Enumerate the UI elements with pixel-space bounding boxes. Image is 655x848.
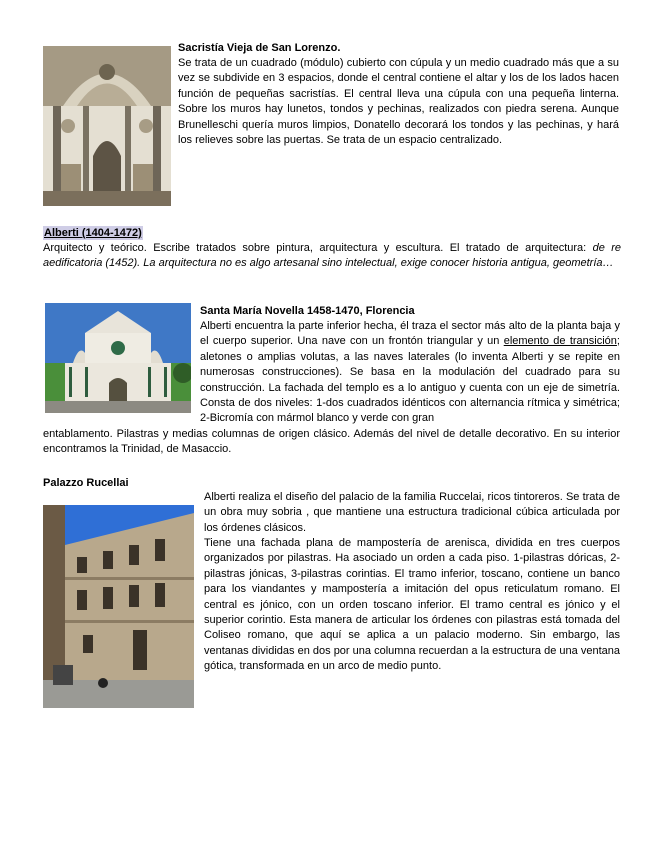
sacristia-title: Sacristía Vieja de San Lorenzo. [178, 42, 341, 54]
novella-body-a: Alberti encuentra la parte inferior hecha, él traza el sector más alto de la planta baja y el cuerpo superior. Una nave con un frontón triangular y un [200, 320, 620, 348]
alberti-intro-text: Arquitecto y teórico. Escribe tratados sobre pintura, arquitectura y escultura. El tratado de arquitectura: [43, 242, 593, 254]
alberti-intro [43, 241, 621, 272]
rucellai-body-1: Alberti realiza el diseño del palacio de la familia Ruccelai, ricos tintoreros. Se trata de un obra muy sobria , que mantiene una estructura tradicional cúbica articulada por los órdenes clásicos. [204, 491, 620, 534]
novella-underlined: elemento de transición [503, 335, 617, 348]
novella-body-b: ; aletones o amplias volutas, a las naves laterales (lo inventa Alberti y se repite en numerosas construcciones). Se basa en la modulación del cuadrado para su construcción. La fachada del templo es a lo antiguo y cuenta con un eje de simetría. Consta de dos niveles: 1-dos cuadrados idénticos con alternancia rítmica y simétrica; 2-Bicromía con mármol blanco y verde con gran [200, 335, 620, 425]
alberti-heading: Alberti (1404-1472) [44, 227, 142, 239]
palazzo-rucellai-photo [43, 505, 194, 708]
sacristia-body: Se trata de un cuadrado (módulo) cubierto con cúpula y un medio cuadrado más que a su vez se subdivide en 3 espacios, donde el central contiene el altar y los de los lados hacen función de pequeñas sacristías. El central lleva una cúpula con una pequeña linterna. Sobre los muros hay lunetos, tondos y pechinas, realizados con piedra serena. Aunque Brunelleschi quería muros limpios, Donatello decorará los tondos y las pechinas, y hará los relieves sobre las puertas. Se trata de un espacio centralizado. [178, 57, 619, 147]
rucellai-title: Palazzo Rucellai [43, 477, 129, 489]
santa-maria-novella-photo [45, 303, 191, 413]
novella-body [200, 319, 620, 427]
rucellai-body-2: Tiene una fachada plana de mampostería de arenisca, dividida en tres cuerpos organizados por pilastras. Ha asociado un orden a cada piso. 1-pilastras dóricas, 2-pilastras jónicas, 3-pilastras corintias. El tramo inferior, toscano, contiene un banco para los viandantes y mampostería a imitación del opus reticulatum romano. El central es jónico, con un orden toscano inferior. El tramo central es jónico y el superior corintio. Esta manera de articular los órdenes con pilastras está tomada del Coliseo romano, que aquí se aplica a un palacio moderno. Sin embargo, las ventanas divididas en dos por una columna recuerdan a la estructura de una ventana gótica, transformada en un arco de medio punto. [204, 537, 620, 673]
alberti-treatise: de re aedificatoria (1452). La arquitectura no es algo artesanal sino intelectual, exige conocer historia antigua, geometría… [43, 242, 621, 270]
sacristia-photo [43, 46, 171, 206]
novella-title: Santa María Novella 1458-1470, Florencia [200, 305, 415, 317]
novella-body-continued: entablamento. Pilastras y medias columnas de origen clásico. Además del nivel de detalle decorativo. En su interior encontramos la Trinidad, de Masaccio. [43, 428, 620, 456]
